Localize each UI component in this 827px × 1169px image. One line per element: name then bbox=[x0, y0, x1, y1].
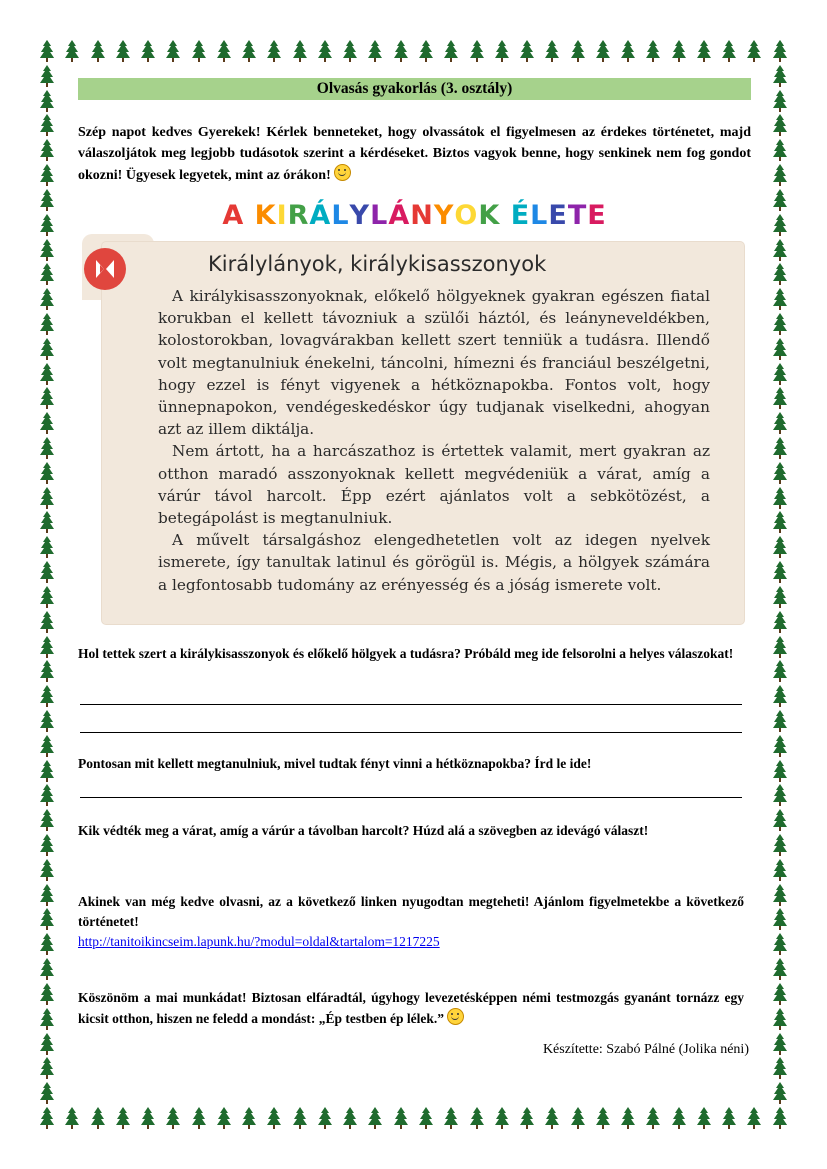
tree-icon bbox=[773, 338, 787, 360]
tree-icon bbox=[697, 1107, 711, 1129]
tree-icon bbox=[40, 313, 54, 335]
tree-icon bbox=[217, 40, 231, 62]
tree-icon bbox=[773, 214, 787, 236]
banner-letter: Y bbox=[349, 200, 371, 231]
banner-letter: K bbox=[254, 200, 277, 231]
tree-icon bbox=[40, 437, 54, 459]
tree-icon bbox=[91, 40, 105, 62]
tree-icon bbox=[116, 40, 130, 62]
tree-icon bbox=[722, 1107, 736, 1129]
tree-icon bbox=[773, 40, 787, 62]
tree-icon bbox=[773, 239, 787, 261]
tree-icon bbox=[773, 263, 787, 285]
tree-icon bbox=[40, 834, 54, 856]
tree-icon bbox=[40, 611, 54, 633]
tree-icon bbox=[672, 1107, 686, 1129]
closing-body: Köszönöm a mai munkádat! Biztosan elfáradtál, úgyhogy levezetésképpen némi testmozgás gyanánt tornázz egy kicsit otthon, hiszen ne feledd a mondást: „Ép testben ép lélek.” bbox=[78, 990, 744, 1026]
banner-letter: L bbox=[530, 200, 549, 231]
banner-letter bbox=[244, 200, 254, 231]
tree-icon bbox=[773, 784, 787, 806]
intro-body: Szép napot kedves Gyerekek! Kérlek benneteket, hogy olvassátok el figyelmesen az érdekes történetet, majd válaszoljátok meg legjobb tudásotok szerint a kérdéseket. Biztos vagyok benne, hogy senkinek nem fog gondot okozni! Ügyesek legyetek, mint az órákon! bbox=[78, 125, 751, 183]
tree-icon bbox=[773, 884, 787, 906]
tree-icon bbox=[773, 809, 787, 831]
tree-icon bbox=[773, 908, 787, 930]
banner-letter: L bbox=[331, 200, 350, 231]
tree-icon bbox=[773, 586, 787, 608]
tree-icon bbox=[40, 636, 54, 658]
tree-icon bbox=[773, 735, 787, 757]
tree-icon bbox=[773, 710, 787, 732]
tree-icon bbox=[40, 660, 54, 682]
tree-icon bbox=[773, 1082, 787, 1104]
tree-icon bbox=[773, 1057, 787, 1079]
tree-icon bbox=[773, 65, 787, 87]
tree-icon bbox=[596, 40, 610, 62]
tree-icon bbox=[773, 958, 787, 980]
tree-icon bbox=[40, 1033, 54, 1055]
tree-icon bbox=[65, 40, 79, 62]
tree-icon bbox=[621, 1107, 635, 1129]
tree-icon bbox=[545, 40, 559, 62]
tree-icon bbox=[65, 1107, 79, 1129]
tree-icon bbox=[40, 586, 54, 608]
tree-icon bbox=[470, 1107, 484, 1129]
tree-icon bbox=[773, 859, 787, 881]
banner-letter: A bbox=[222, 200, 245, 231]
tree-icon bbox=[40, 214, 54, 236]
tree-icon bbox=[40, 511, 54, 533]
tree-icon bbox=[773, 983, 787, 1005]
reading-paragraph: A művelt társalgáshoz elengedhetetlen volt az idegen nyelvek ismerete, így tanultak latinul és görögül is. Mégis, a hölgyek számára a legfontosabb tudomány az erényesség és a jóság ismerete volt. bbox=[158, 531, 710, 594]
tree-icon bbox=[40, 90, 54, 112]
tree-icon bbox=[40, 933, 54, 955]
smiley-icon bbox=[447, 1008, 464, 1025]
tree-icon bbox=[520, 1107, 534, 1129]
tree-icon bbox=[40, 1057, 54, 1079]
tree-icon bbox=[192, 1107, 206, 1129]
tree-icon bbox=[166, 1107, 180, 1129]
tree-icon bbox=[773, 114, 787, 136]
more-reading-text: Akinek van még kedve olvasni, az a következő linken nyugodtan megteheti! Ajánlom figyelmetekbe a következő történetet! bbox=[78, 894, 744, 929]
bookmark-icon bbox=[84, 248, 126, 290]
story-link[interactable]: http://tanitoikincseim.lapunk.hu/?modul=oldal&tartalom=1217225 bbox=[78, 934, 440, 949]
question-2: Pontosan mit kellett megtanulniuk, mivel tudtak fényt vinni a hétköznapokba? Írd le ide! bbox=[78, 756, 592, 771]
tree-icon bbox=[773, 611, 787, 633]
tree-icon bbox=[141, 1107, 155, 1129]
tree-icon bbox=[40, 387, 54, 409]
answer-line[interactable] bbox=[80, 732, 742, 733]
tree-icon bbox=[242, 1107, 256, 1129]
border-left bbox=[40, 40, 54, 1129]
worksheet bbox=[78, 78, 751, 1057]
border-bottom bbox=[40, 1107, 787, 1129]
tree-icon bbox=[773, 412, 787, 434]
question-1: Hol tettek szert a királykisasszonyok és előkelő hölgyek a tudásra? Próbáld meg ide felsorolni a helyes válaszokat! bbox=[78, 646, 734, 661]
tree-icon bbox=[40, 710, 54, 732]
tree-icon bbox=[293, 1107, 307, 1129]
tree-icon bbox=[773, 933, 787, 955]
tree-icon bbox=[40, 412, 54, 434]
banner-letter: K bbox=[478, 200, 501, 231]
tree-icon bbox=[217, 1107, 231, 1129]
answer-line[interactable] bbox=[80, 797, 742, 798]
tree-icon bbox=[773, 288, 787, 310]
tree-icon bbox=[773, 189, 787, 211]
banner-letter: E bbox=[587, 200, 607, 231]
tree-icon bbox=[495, 40, 509, 62]
tree-icon bbox=[318, 40, 332, 62]
tree-icon bbox=[40, 685, 54, 707]
page-title: Olvasás gyakorlás (3. osztály) bbox=[78, 78, 751, 100]
tree-icon bbox=[40, 1107, 54, 1129]
tree-icon bbox=[773, 685, 787, 707]
question-3: Kik védték meg a várat, amíg a várúr a távolban harcolt? Húzd alá a szövegben az idevágó választ! bbox=[78, 823, 649, 838]
answer-line[interactable] bbox=[80, 704, 742, 705]
tree-icon bbox=[773, 1033, 787, 1055]
tree-icon bbox=[40, 958, 54, 980]
tree-icon bbox=[192, 40, 206, 62]
tree-icon bbox=[520, 40, 534, 62]
tree-icon bbox=[646, 1107, 660, 1129]
tree-icon bbox=[773, 1008, 787, 1030]
tree-icon bbox=[773, 487, 787, 509]
banner-letter: É bbox=[510, 200, 531, 231]
tree-icon bbox=[91, 1107, 105, 1129]
reading-text bbox=[158, 285, 710, 596]
banner-letter: I bbox=[276, 200, 288, 231]
banner-letter: R bbox=[287, 200, 310, 231]
tree-icon bbox=[444, 40, 458, 62]
tree-icon bbox=[773, 561, 787, 583]
tree-icon bbox=[267, 40, 281, 62]
banner-letter: T bbox=[567, 200, 588, 231]
more-reading bbox=[78, 892, 744, 952]
tree-icon bbox=[368, 1107, 382, 1129]
tree-icon bbox=[40, 809, 54, 831]
tree-icon bbox=[40, 65, 54, 87]
tree-icon bbox=[40, 40, 54, 62]
reading-panel bbox=[78, 234, 744, 624]
tree-icon bbox=[40, 884, 54, 906]
tree-icon bbox=[722, 40, 736, 62]
tree-icon bbox=[773, 437, 787, 459]
tree-icon bbox=[747, 40, 761, 62]
tree-icon bbox=[571, 40, 585, 62]
tree-icon bbox=[40, 983, 54, 1005]
tree-icon bbox=[773, 511, 787, 533]
tree-icon bbox=[646, 40, 660, 62]
border-top bbox=[40, 40, 787, 62]
reading-heading: Királylányok, királykisasszonyok bbox=[208, 252, 547, 276]
tree-icon bbox=[141, 40, 155, 62]
tree-icon bbox=[470, 40, 484, 62]
reading-paragraph: A királykisasszonyoknak, előkelő hölgyeknek gyakran egészen fiatal korukban el kellett távozniuk a szülői háztól, és leányneveldékben, kolostorokban, lovagvárakban kellett szert tenniük a tudásra. Illendő volt megtanulniuk énekelni, táncolni, hímezni és franciául beszélgetni, hogy ezzel is fényt vigyenek a hétköznapokba. Fontos volt, hogy ünnepnapokon, vendégeskedéskor úgy tudjanak viselkedni, ahogyan azt az illem diktálja. bbox=[158, 287, 710, 439]
smiley-icon bbox=[334, 164, 351, 181]
tree-icon bbox=[40, 908, 54, 930]
tree-icon bbox=[40, 239, 54, 261]
border-right bbox=[773, 40, 787, 1129]
banner-letter: L bbox=[370, 200, 389, 231]
tree-icon bbox=[596, 1107, 610, 1129]
tree-icon bbox=[343, 1107, 357, 1129]
tree-icon bbox=[40, 288, 54, 310]
tree-icon bbox=[40, 1008, 54, 1030]
tree-icon bbox=[40, 487, 54, 509]
tree-icon bbox=[773, 363, 787, 385]
tree-icon bbox=[40, 735, 54, 757]
tree-icon bbox=[40, 363, 54, 385]
tree-icon bbox=[495, 1107, 509, 1129]
rainbow-banner bbox=[78, 200, 751, 234]
tree-icon bbox=[368, 40, 382, 62]
tree-icon bbox=[343, 40, 357, 62]
tree-icon bbox=[672, 40, 686, 62]
tree-icon bbox=[747, 1107, 761, 1129]
tree-icon bbox=[40, 263, 54, 285]
tree-icon bbox=[318, 1107, 332, 1129]
tree-icon bbox=[773, 660, 787, 682]
tree-icon bbox=[242, 40, 256, 62]
banner-letter: O bbox=[454, 200, 479, 231]
tree-icon bbox=[394, 1107, 408, 1129]
closing-text bbox=[78, 988, 744, 1029]
tree-icon bbox=[773, 760, 787, 782]
tree-icon bbox=[571, 1107, 585, 1129]
tree-icon bbox=[773, 313, 787, 335]
tree-icon bbox=[40, 1082, 54, 1104]
tree-icon bbox=[419, 40, 433, 62]
reading-paragraph: Nem ártott, ha a harcászathoz is értettek valamit, mert gyakran az otthon maradó asszonyoknak kellett megvédeniük a várat, amíg a várúr távol harcolt. Épp ezért ajánlatos volt a sebkötözést, a betegápolást is megtanulniuk. bbox=[158, 442, 710, 528]
intro-text bbox=[78, 122, 751, 186]
banner-letter: N bbox=[410, 200, 434, 231]
tree-icon bbox=[40, 114, 54, 136]
tree-icon bbox=[773, 536, 787, 558]
tree-icon bbox=[545, 1107, 559, 1129]
tree-icon bbox=[40, 338, 54, 360]
tree-icon bbox=[773, 164, 787, 186]
tree-icon bbox=[773, 462, 787, 484]
tree-icon bbox=[419, 1107, 433, 1129]
banner-letter: Á bbox=[388, 200, 411, 231]
tree-icon bbox=[40, 536, 54, 558]
tree-icon bbox=[444, 1107, 458, 1129]
banner-letter: E bbox=[548, 200, 568, 231]
tree-icon bbox=[773, 90, 787, 112]
tree-icon bbox=[394, 40, 408, 62]
tree-icon bbox=[40, 139, 54, 161]
tree-icon bbox=[697, 40, 711, 62]
tree-icon bbox=[293, 40, 307, 62]
tree-icon bbox=[267, 1107, 281, 1129]
tree-icon bbox=[40, 561, 54, 583]
author: Készítette: Szabó Pálné (Jolika néni) bbox=[542, 1042, 749, 1057]
banner-letter bbox=[500, 200, 510, 231]
tree-icon bbox=[40, 164, 54, 186]
tree-icon bbox=[621, 40, 635, 62]
tree-icon bbox=[116, 1107, 130, 1129]
tree-icon bbox=[40, 784, 54, 806]
tree-icon bbox=[773, 387, 787, 409]
tree-icon bbox=[773, 834, 787, 856]
tree-icon bbox=[773, 139, 787, 161]
tree-icon bbox=[166, 40, 180, 62]
tree-icon bbox=[40, 462, 54, 484]
tree-icon bbox=[40, 859, 54, 881]
tree-icon bbox=[40, 189, 54, 211]
banner-letter: Y bbox=[433, 200, 455, 231]
tree-icon bbox=[40, 760, 54, 782]
tree-icon bbox=[773, 1107, 787, 1129]
tree-icon bbox=[773, 636, 787, 658]
banner-letter: Á bbox=[309, 200, 332, 231]
